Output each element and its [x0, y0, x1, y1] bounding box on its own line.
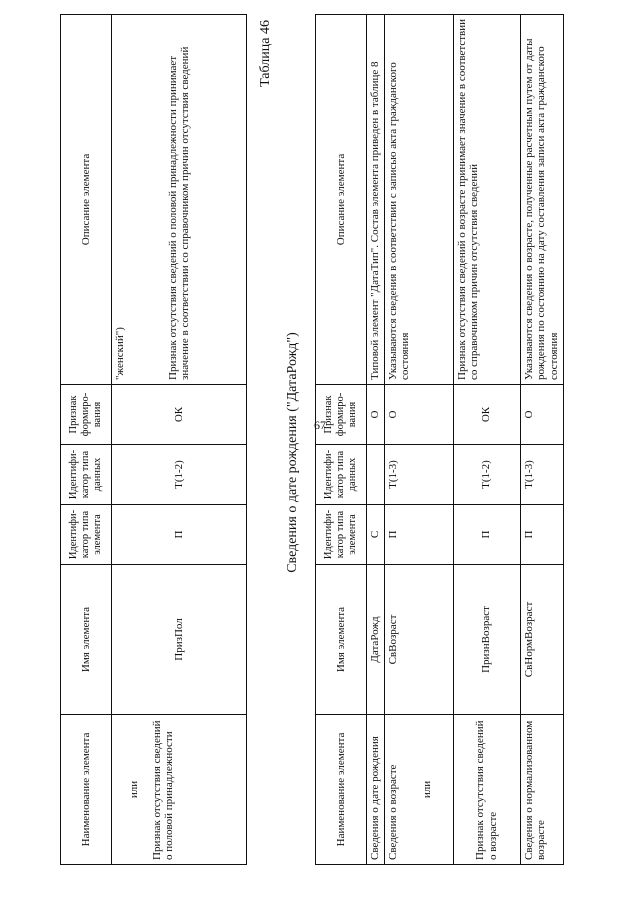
header-code: Имя элемента	[61, 565, 112, 715]
table-row	[520, 15, 563, 865]
cell-code: ДатаРожд	[367, 565, 385, 715]
cell-desc: Признак отсутствия сведений о возрасте принимает значение в соответствии со справочником причин отсутствия сведений	[453, 15, 520, 385]
cell-data-type: Т(1-2)	[453, 445, 520, 505]
cell-type-id: П	[453, 505, 520, 565]
cell-name-text: Признак отсутствия сведений о половой принадлежности	[150, 720, 176, 860]
cell-type-id: П	[112, 505, 247, 565]
cell-desc: Указываются сведения о возрасте, полученные расчетным путем от даты рождения по состоянию на дату составления записи акта гражданского состояния	[520, 15, 563, 385]
table-title: Сведения о дате рождения ("ДатаРожд")	[285, 332, 300, 573]
header-desc: Описание элемента	[61, 15, 112, 385]
table-continuation	[60, 14, 247, 865]
header-code: Имя элемента	[316, 565, 367, 715]
header-type-id: Идентифи-катор типа элемента	[61, 505, 112, 565]
cell-data-type: Т(1-2)	[112, 445, 247, 505]
cell-form-flag: О	[384, 385, 453, 445]
table-row	[367, 15, 385, 865]
cell-code: ПризнВозраст	[453, 565, 520, 715]
or-label: или	[421, 780, 434, 799]
cell-code: СвНормВозраст	[520, 565, 563, 715]
cell-data-type	[367, 445, 385, 505]
cell-name: Сведения о нормализованном возрасте	[520, 715, 563, 865]
cell-desc: Указываются сведения в соответствии с записью акта гражданского состояния	[384, 15, 453, 385]
cell-name	[112, 715, 247, 865]
cell-form-flag: ОК	[112, 385, 247, 445]
header-form-flag: Признак формиро-вания	[316, 385, 367, 445]
table-row	[112, 15, 247, 865]
cell-type-id: П	[384, 505, 453, 565]
header-type-id: Идентифи-катор типа элемента	[316, 505, 367, 565]
header-name: Наименование элемента	[61, 715, 112, 865]
cell-data-type: Т(1-3)	[384, 445, 453, 505]
page-number: 67	[314, 418, 326, 432]
or-label: или	[128, 780, 140, 799]
cell-name: Признак отсутствия сведений о возрасте	[453, 715, 520, 865]
cell-form-flag: О	[367, 385, 385, 445]
cell-name: Сведения о дате рождения	[367, 715, 385, 865]
cell-type-id: П	[520, 505, 563, 565]
cell-desc	[112, 15, 247, 385]
table-46	[315, 14, 564, 865]
cell-desc-top: "женский")	[114, 327, 126, 380]
cell-name	[384, 715, 453, 865]
cell-type-id: С	[367, 505, 385, 565]
table-header-row	[316, 15, 367, 865]
header-name: Наименование элемента	[316, 715, 367, 865]
cell-data-type: Т(1-3)	[520, 445, 563, 505]
cell-desc-text: Признак отсутствия сведений о половой принадлежности принимает значение в соответствии со справочником причин отсутствия сведений	[166, 46, 192, 380]
header-data-type: Идентифи-катор типа данных	[316, 445, 367, 505]
header-desc: Описание элемента	[316, 15, 367, 385]
cell-code: СвВозраст	[384, 565, 453, 715]
table-label: Таблица 46	[258, 20, 273, 87]
header-form-flag: Признак формиро-вания	[61, 385, 112, 445]
header-data-type: Идентифи-катор типа данных	[61, 445, 112, 505]
cell-desc: Типовой элемент "ДатаТип". Состав элемента приведен в таблице 8	[367, 15, 385, 385]
cell-form-flag: ОК	[453, 385, 520, 445]
cell-name-text: Сведения о возрасте	[386, 764, 399, 860]
cell-code: ПризПол	[112, 565, 247, 715]
table-header-row	[61, 15, 112, 865]
table-row	[453, 15, 520, 865]
table-row	[384, 15, 453, 865]
cell-form-flag: О	[520, 385, 563, 445]
